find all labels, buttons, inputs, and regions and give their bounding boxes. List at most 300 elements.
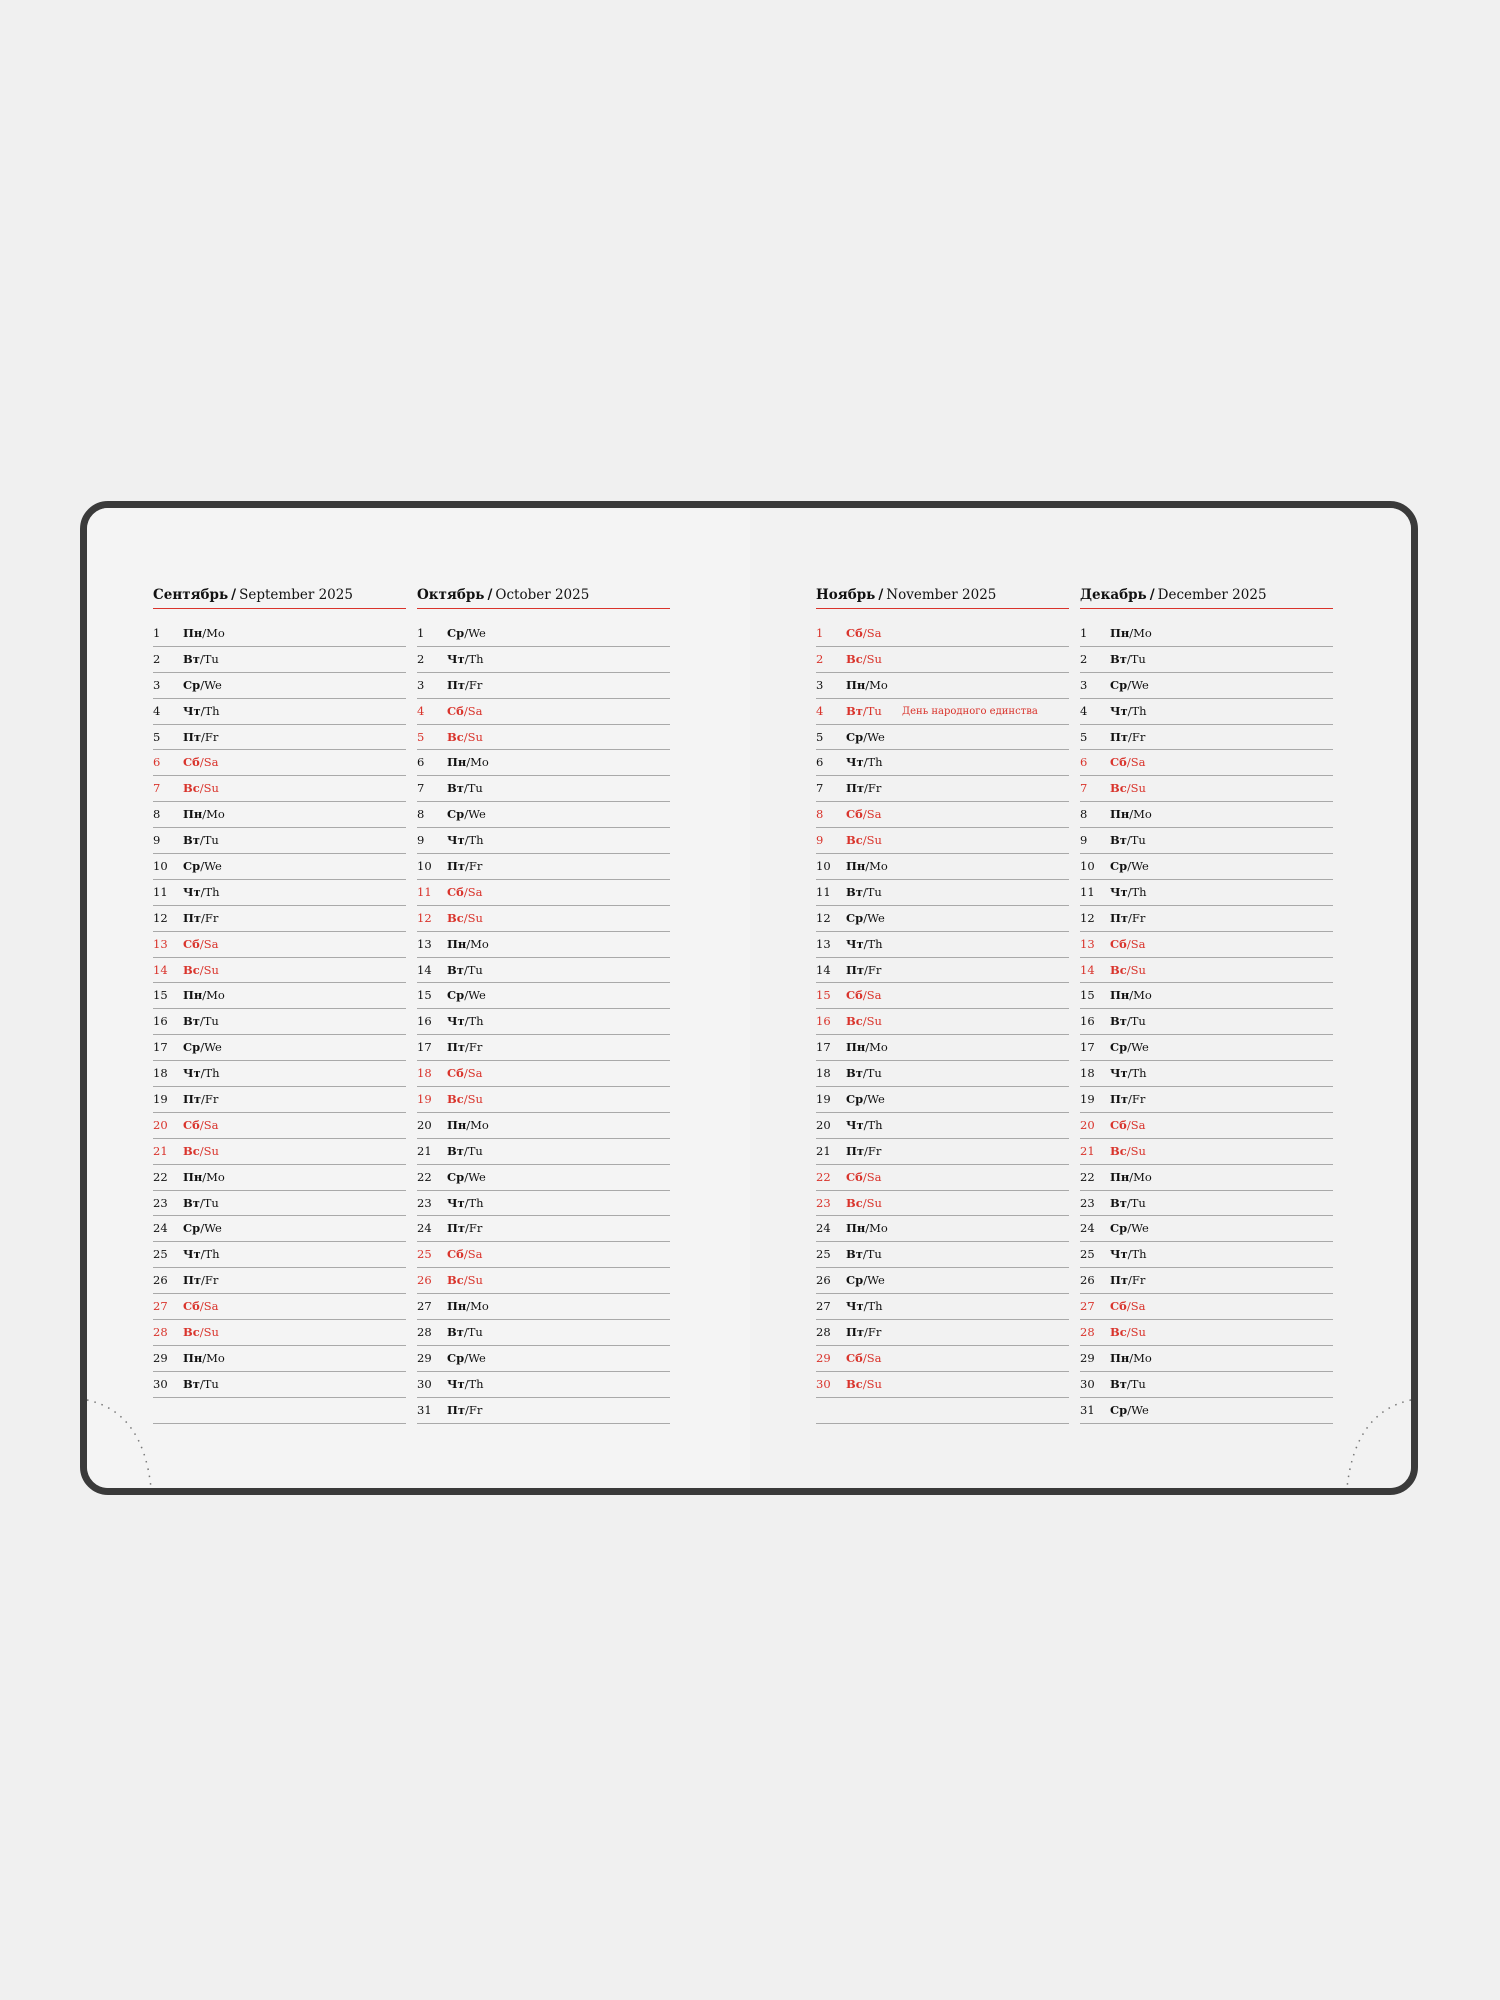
weekday-label (447, 1242, 482, 1267)
day-number: 19 (153, 1092, 168, 1107)
holiday-note: День народного единства (902, 705, 1038, 717)
day-number: 23 (816, 1195, 831, 1210)
weekday-en: Tu (203, 651, 219, 666)
weekday-label (447, 1294, 489, 1319)
weekday-separator: / (1127, 1402, 1132, 1417)
weekday-en: Su (866, 1195, 882, 1210)
weekday-separator: / (200, 859, 205, 874)
weekday-en: Th (867, 1299, 883, 1314)
day-row (816, 750, 1069, 776)
weekday-separator: / (862, 703, 867, 718)
weekday-separator: / (862, 1350, 867, 1365)
weekday-en: Sa (866, 988, 882, 1003)
day-number: 13 (417, 936, 432, 951)
weekday-ru: Вс (846, 1195, 863, 1210)
weekday-separator: / (464, 1169, 469, 1184)
weekday-separator: / (1128, 1273, 1132, 1288)
day-row (153, 1216, 406, 1242)
day-number: 22 (1080, 1169, 1095, 1184)
weekday-label (183, 1009, 219, 1034)
day-number: 2 (417, 651, 425, 666)
weekday-label (1110, 958, 1146, 983)
day-row (1080, 1346, 1333, 1372)
weekday-separator: / (464, 651, 469, 666)
day-number: 20 (816, 1117, 831, 1132)
day-number: 6 (816, 755, 824, 770)
weekday-separator: / (199, 651, 204, 666)
day-row (816, 1035, 1069, 1061)
weekday-label (183, 673, 222, 698)
weekday-label (1110, 1320, 1146, 1345)
weekday-separator: / (463, 884, 468, 899)
weekday-ru: Пн (846, 677, 866, 692)
day-row (417, 1061, 670, 1087)
weekday-en: Fr (468, 1221, 483, 1236)
weekday-label (447, 699, 482, 724)
day-number: 7 (417, 781, 425, 796)
empty-row (153, 1398, 406, 1424)
weekday-en: Th (468, 1014, 484, 1029)
day-number: 12 (153, 910, 168, 925)
month-name-en: September 2025 (239, 587, 353, 603)
day-number: 10 (816, 859, 831, 874)
weekday-en: Th (1131, 703, 1147, 718)
day-row (417, 1216, 670, 1242)
empty-row (816, 1398, 1069, 1424)
day-number: 12 (417, 910, 432, 925)
day-row (816, 1346, 1069, 1372)
weekday-ru: Вс (183, 1325, 200, 1340)
day-row (816, 725, 1069, 751)
weekday-label (1110, 1139, 1146, 1164)
weekday-label (1110, 1398, 1149, 1423)
day-number: 18 (816, 1066, 831, 1081)
day-number: 3 (417, 677, 425, 692)
weekday-separator: / (1126, 1014, 1131, 1029)
day-row (417, 1087, 670, 1113)
weekday-en: We (204, 1040, 222, 1055)
day-number: 27 (816, 1299, 831, 1314)
weekday-separator: / (864, 962, 868, 977)
weekday-separator: / (862, 651, 867, 666)
weekday-label (1110, 983, 1152, 1008)
weekday-ru: Вс (1110, 1325, 1127, 1340)
weekday-ru: Пн (183, 1350, 203, 1365)
weekday-label (183, 1139, 219, 1164)
weekday-label (447, 1009, 484, 1034)
weekday-label (183, 1320, 219, 1345)
weekday-ru: Сб (447, 884, 464, 899)
weekday-label (1110, 1191, 1146, 1216)
weekday-ru: Пт (1110, 729, 1128, 744)
day-row (816, 699, 1069, 725)
weekday-en: Fr (204, 1273, 219, 1288)
weekday-en: Mo (869, 1221, 888, 1236)
weekday-separator: / (865, 859, 870, 874)
day-number: 15 (1080, 988, 1095, 1003)
weekday-ru: Вс (447, 1273, 464, 1288)
weekday-en: Th (1131, 1247, 1147, 1262)
day-row (1080, 1061, 1333, 1087)
weekday-label (447, 1216, 482, 1241)
weekday-ru: Пн (1110, 1350, 1130, 1365)
weekday-label (447, 673, 482, 698)
day-row (816, 932, 1069, 958)
weekday-label (447, 776, 483, 801)
day-number: 14 (816, 962, 831, 977)
weekday-ru: Сб (183, 1299, 200, 1314)
month-name-separator: / (1149, 587, 1155, 603)
weekday-separator: / (466, 1117, 471, 1132)
weekday-ru: Сб (447, 703, 464, 718)
weekday-label (447, 854, 482, 879)
weekday-separator: / (199, 1376, 204, 1391)
weekday-separator: / (862, 626, 867, 640)
weekday-separator: / (1126, 651, 1131, 666)
weekday-label (846, 802, 881, 827)
weekday-en: We (867, 729, 885, 744)
weekday-separator: / (200, 1066, 205, 1081)
day-row (816, 1294, 1069, 1320)
weekday-separator: / (863, 1273, 868, 1288)
day-row (153, 1294, 406, 1320)
day-row (1080, 621, 1333, 647)
day-row (153, 880, 406, 906)
weekday-ru: Вт (846, 884, 863, 899)
weekday-ru: Вт (1110, 651, 1127, 666)
weekday-label (447, 1191, 484, 1216)
weekday-separator: / (463, 729, 468, 744)
day-row (153, 1320, 406, 1346)
weekday-separator: / (1126, 781, 1131, 796)
weekday-en: Mo (470, 1117, 489, 1132)
weekday-en: Mo (470, 1299, 489, 1314)
weekday-separator: / (463, 1247, 468, 1262)
day-row (153, 1061, 406, 1087)
day-row (153, 699, 406, 725)
weekday-separator: / (1127, 1221, 1132, 1236)
weekday-ru: Чт (183, 884, 201, 899)
weekday-ru: Вт (447, 962, 464, 977)
weekday-ru: Пн (183, 626, 203, 640)
weekday-en: Mo (1133, 988, 1152, 1003)
weekday-ru: Вт (846, 703, 863, 718)
weekday-label (183, 1191, 219, 1216)
day-number: 8 (1080, 807, 1088, 822)
weekday-separator: / (464, 1350, 469, 1365)
weekday-en: We (1131, 1221, 1149, 1236)
weekday-ru: Вт (846, 1247, 863, 1262)
weekday-en: Tu (866, 1247, 882, 1262)
weekday-en: Mo (206, 626, 225, 640)
weekday-ru: Сб (846, 1169, 863, 1184)
weekday-ru: Пт (846, 1325, 864, 1340)
day-number: 9 (153, 833, 161, 848)
weekday-label (447, 1372, 484, 1397)
weekday-label (447, 880, 482, 905)
weekday-ru: Ср (846, 1273, 864, 1288)
weekday-en: Mo (1133, 1350, 1152, 1365)
weekday-separator: / (1126, 1117, 1131, 1132)
day-row (153, 673, 406, 699)
weekday-separator: / (1128, 910, 1132, 925)
day-number: 24 (1080, 1221, 1095, 1236)
weekday-ru: Ср (1110, 677, 1128, 692)
weekday-en: Th (204, 1247, 220, 1262)
weekday-separator: / (202, 1350, 207, 1365)
weekday-separator: / (1127, 884, 1132, 899)
weekday-en: Tu (467, 781, 483, 796)
day-row (417, 1009, 670, 1035)
weekday-en: Sa (1130, 936, 1146, 951)
weekday-ru: Ср (183, 1040, 201, 1055)
weekday-ru: Пн (846, 1040, 866, 1055)
day-number: 29 (153, 1350, 168, 1365)
weekday-label (183, 750, 218, 775)
day-row (153, 1242, 406, 1268)
weekday-label (183, 1087, 218, 1112)
day-row (1080, 906, 1333, 932)
weekday-ru: Пт (846, 1143, 864, 1158)
weekday-label (183, 1035, 222, 1060)
day-row (1080, 1165, 1333, 1191)
weekday-label (1110, 906, 1145, 931)
weekday-separator: / (1126, 755, 1131, 770)
day-number: 27 (417, 1299, 432, 1314)
weekday-en: We (867, 910, 885, 925)
day-number: 13 (153, 936, 168, 951)
weekday-en: Sa (203, 936, 219, 951)
weekday-label (183, 1242, 220, 1267)
day-number: 16 (816, 1014, 831, 1029)
day-number: 29 (417, 1350, 432, 1365)
weekday-en: Fr (867, 781, 882, 796)
weekday-en: We (204, 677, 222, 692)
day-number: 21 (153, 1143, 168, 1158)
weekday-separator: / (199, 781, 204, 796)
day-row (1080, 647, 1333, 673)
weekday-en: We (204, 859, 222, 874)
weekday-ru: Ср (1110, 1402, 1128, 1417)
weekday-ru: Вт (447, 781, 464, 796)
day-number: 1 (153, 626, 161, 640)
weekday-ru: Пт (846, 781, 864, 796)
weekday-label (846, 1242, 882, 1267)
weekday-ru: Чт (1110, 1066, 1128, 1081)
weekday-separator: / (199, 1325, 204, 1340)
month-name-ru: Сентябрь (153, 587, 229, 603)
weekday-en: Sa (866, 1350, 882, 1365)
weekday-separator: / (202, 1169, 207, 1184)
weekday-en: Tu (203, 1014, 219, 1029)
weekday-en: Tu (866, 884, 882, 899)
day-number: 28 (417, 1325, 432, 1340)
weekday-separator: / (202, 626, 207, 640)
day-row (417, 621, 670, 647)
day-number: 4 (153, 703, 161, 718)
weekday-ru: Ср (183, 1221, 201, 1236)
day-number: 6 (417, 755, 425, 770)
weekday-en: Sa (1130, 1299, 1146, 1314)
weekday-label (183, 1268, 218, 1293)
day-number: 18 (1080, 1066, 1095, 1081)
weekday-ru: Чт (447, 1195, 465, 1210)
day-row (1080, 854, 1333, 880)
weekday-ru: Чт (447, 651, 465, 666)
weekday-label (846, 1216, 888, 1241)
weekday-separator: / (201, 910, 205, 925)
day-number: 9 (1080, 833, 1088, 848)
weekday-ru: Пн (1110, 807, 1130, 822)
day-row (153, 854, 406, 880)
weekday-ru: Вс (846, 651, 863, 666)
weekday-separator: / (864, 1325, 868, 1340)
weekday-en: Su (866, 1014, 882, 1029)
weekday-ru: Пт (447, 1402, 465, 1417)
weekday-en: Tu (467, 1325, 483, 1340)
weekday-ru: Чт (846, 1117, 864, 1132)
day-number: 15 (417, 988, 432, 1003)
weekday-label (1110, 880, 1147, 905)
day-number: 23 (1080, 1195, 1095, 1210)
day-row (417, 1139, 670, 1165)
weekday-label (846, 1113, 883, 1138)
day-number: 29 (816, 1350, 831, 1365)
day-row (417, 1191, 670, 1217)
weekday-en: Th (468, 651, 484, 666)
weekday-separator: / (1126, 833, 1131, 848)
weekday-separator: / (863, 729, 868, 744)
weekday-separator: / (863, 755, 868, 770)
weekday-label (846, 776, 881, 801)
day-number: 26 (816, 1273, 831, 1288)
weekday-ru: Ср (1110, 859, 1128, 874)
day-number: 26 (153, 1273, 168, 1288)
weekday-separator: / (202, 988, 207, 1003)
weekday-ru: Ср (846, 910, 864, 925)
weekday-en: Tu (1130, 1014, 1146, 1029)
day-number: 21 (1080, 1143, 1095, 1158)
weekday-label (1110, 750, 1145, 775)
weekday-ru: Вт (846, 1066, 863, 1081)
weekday-ru: Ср (447, 1350, 465, 1365)
weekday-ru: Вс (183, 1143, 200, 1158)
weekday-ru: Сб (1110, 1299, 1127, 1314)
day-row (417, 1398, 670, 1424)
weekday-en: We (468, 626, 486, 640)
day-row (153, 1009, 406, 1035)
weekday-ru: Ср (447, 626, 465, 640)
day-number: 8 (153, 807, 161, 822)
day-row (816, 621, 1069, 647)
weekday-en: Th (1131, 884, 1147, 899)
day-row (417, 802, 670, 828)
weekday-ru: Вс (846, 833, 863, 848)
weekday-label (846, 673, 888, 698)
weekday-separator: / (464, 807, 469, 822)
weekday-label (1110, 673, 1149, 698)
weekday-label (1110, 1113, 1145, 1138)
day-number: 5 (153, 729, 161, 744)
weekday-ru: Вт (447, 1325, 464, 1340)
weekday-en: Sa (866, 807, 882, 822)
day-row (1080, 776, 1333, 802)
weekday-ru: Чт (447, 833, 465, 848)
weekday-en: Tu (467, 1143, 483, 1158)
day-row (1080, 828, 1333, 854)
weekday-en: Sa (467, 1247, 483, 1262)
weekday-label (1110, 1294, 1145, 1319)
weekday-en: Sa (866, 626, 882, 640)
day-number: 4 (816, 703, 824, 718)
day-row (153, 1346, 406, 1372)
weekday-separator: / (862, 833, 867, 848)
weekday-en: Th (867, 755, 883, 770)
weekday-separator: / (1129, 626, 1134, 640)
weekday-label (447, 1346, 486, 1371)
weekday-label (1110, 932, 1145, 957)
weekday-en: Su (1130, 1143, 1146, 1158)
weekday-en: Mo (206, 1169, 225, 1184)
weekday-en: Su (1130, 1325, 1146, 1340)
day-row (1080, 1139, 1333, 1165)
weekday-separator: / (199, 755, 204, 770)
weekday-en: Fr (1131, 729, 1146, 744)
weekday-en: Su (866, 833, 882, 848)
weekday-en: Mo (869, 859, 888, 874)
weekday-separator: / (200, 703, 205, 718)
weekday-ru: Пт (447, 1221, 465, 1236)
day-row (417, 906, 670, 932)
weekday-separator: / (466, 755, 471, 770)
weekday-ru: Пн (183, 1169, 203, 1184)
day-row (417, 1320, 670, 1346)
day-number: 21 (816, 1143, 831, 1158)
day-row (153, 828, 406, 854)
weekday-en: Fr (1131, 910, 1146, 925)
day-number: 16 (417, 1014, 432, 1029)
weekday-separator: / (463, 962, 468, 977)
weekday-en: Mo (869, 677, 888, 692)
weekday-separator: / (862, 807, 867, 822)
weekday-en: Mo (470, 936, 489, 951)
weekday-label (183, 932, 218, 957)
month-header (153, 586, 406, 609)
weekday-separator: / (1126, 936, 1131, 951)
day-number: 9 (417, 833, 425, 848)
weekday-en: Sa (203, 1117, 219, 1132)
day-row (417, 1294, 670, 1320)
weekday-en: Fr (204, 729, 219, 744)
weekday-separator: / (862, 884, 867, 899)
weekday-ru: Вт (447, 1143, 464, 1158)
weekday-en: Sa (1130, 1117, 1146, 1132)
day-number: 17 (153, 1040, 168, 1055)
weekday-ru: Вт (183, 1014, 200, 1029)
day-number: 2 (153, 651, 161, 666)
day-row (816, 802, 1069, 828)
day-number: 10 (417, 859, 432, 874)
weekday-en: Mo (206, 807, 225, 822)
weekday-separator: / (865, 677, 870, 692)
day-number: 18 (417, 1066, 432, 1081)
day-row (153, 906, 406, 932)
weekday-separator: / (464, 1014, 469, 1029)
weekday-separator: / (863, 910, 868, 925)
weekday-ru: Вс (183, 962, 200, 977)
weekday-en: Tu (1130, 833, 1146, 848)
weekday-ru: Пт (183, 910, 201, 925)
